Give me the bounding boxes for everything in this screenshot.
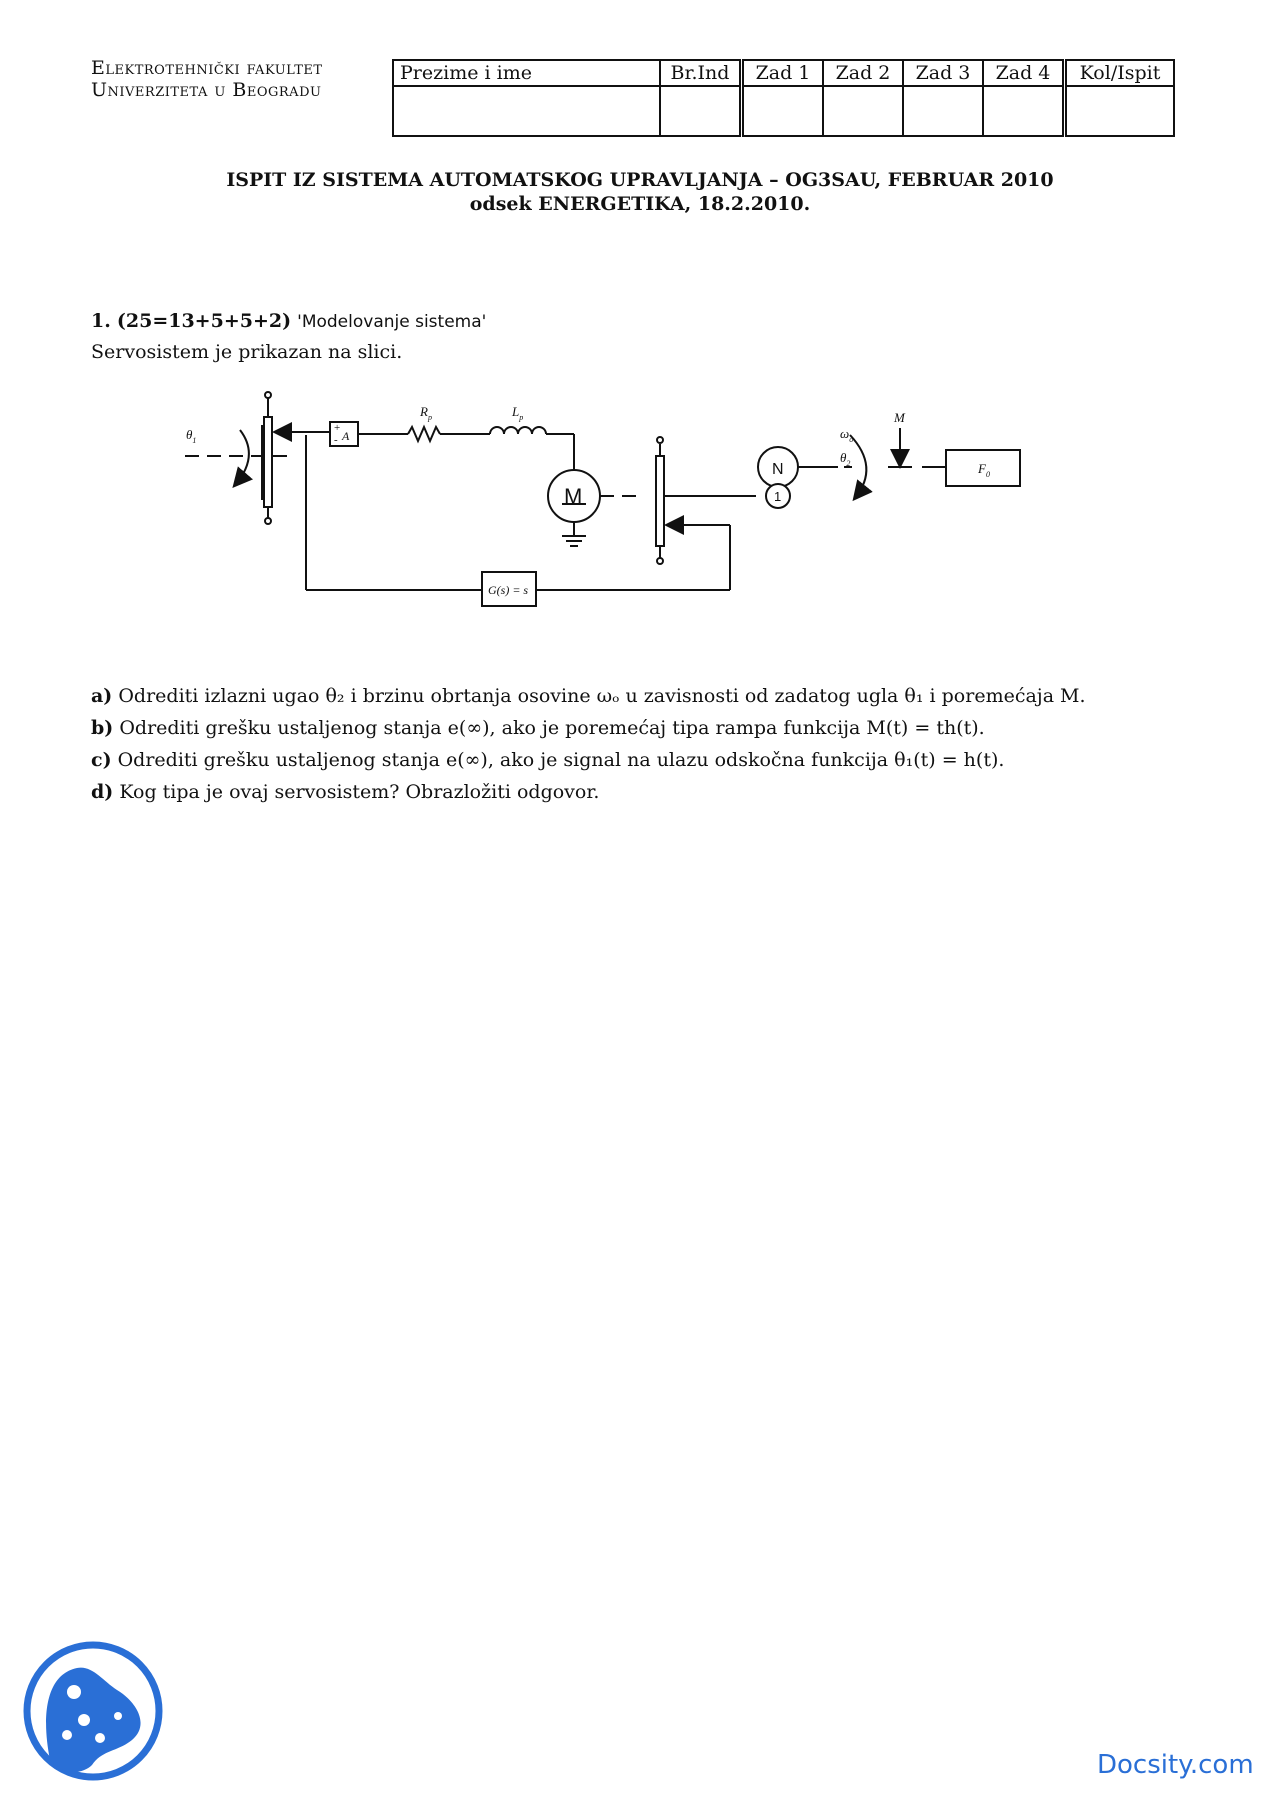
problem-heading bbox=[91, 309, 486, 334]
cell-name[interactable] bbox=[393, 86, 660, 136]
question-list bbox=[91, 680, 1086, 808]
input-potentiometer bbox=[185, 392, 288, 524]
label-disturbance: M bbox=[894, 410, 905, 425]
cell-zad3[interactable] bbox=[903, 86, 983, 136]
institution-name bbox=[91, 57, 323, 101]
question-d: d) Kog tipa je ovaj servosistem? Obrazložiti odgovor. bbox=[91, 781, 600, 803]
problem-points: (25=13+5+5+2) bbox=[116, 310, 292, 332]
col-zad1: Zad 1 bbox=[742, 60, 824, 86]
col-name: Prezime i ime bbox=[393, 60, 660, 86]
problem-number: 1. bbox=[91, 310, 111, 332]
cell-index[interactable] bbox=[660, 86, 742, 136]
exam-title bbox=[0, 168, 1280, 216]
cell-zad2[interactable] bbox=[823, 86, 903, 136]
col-zad4: Zad 4 bbox=[983, 60, 1065, 86]
institution-line-1: Elektrotehnički fakultet bbox=[91, 57, 323, 79]
motor-label: M bbox=[564, 484, 583, 509]
docsity-logo-icon bbox=[22, 1640, 164, 1782]
grade-table-entry-row bbox=[393, 86, 1174, 136]
col-zad2: Zad 2 bbox=[823, 60, 903, 86]
col-index: Br.Ind bbox=[660, 60, 742, 86]
label-theta1: $\theta_1$ bbox=[186, 427, 197, 445]
problem-intro: Servosistem je prikazan na slici. bbox=[91, 341, 403, 363]
output-potentiometer bbox=[656, 437, 755, 564]
grade-table bbox=[392, 59, 1175, 137]
label-load: $F_0$ bbox=[978, 461, 990, 479]
question-b: b) Odrediti grešku ustaljenog stanja e(∞), ako je poremećaj tipa rampa funkcija M(t) = th(t). bbox=[91, 717, 985, 739]
amp-plus: + bbox=[334, 422, 341, 434]
col-zad3: Zad 3 bbox=[903, 60, 983, 86]
cell-kol-ispit[interactable] bbox=[1065, 86, 1175, 136]
inductor-lp bbox=[490, 427, 546, 434]
docsity-watermark[interactable]: Docsity.com bbox=[1097, 1750, 1254, 1780]
institution-line-2: Univerziteta u Beogradu bbox=[91, 79, 322, 101]
gear-n-label: N bbox=[772, 461, 784, 478]
label-theta2: $\theta_2$ bbox=[840, 450, 851, 468]
col-kol-ispit: Kol/Ispit bbox=[1065, 60, 1175, 86]
gear-1-label: 1 bbox=[774, 489, 782, 504]
problem-name: 'Modelovanje sistema' bbox=[297, 312, 487, 332]
cell-zad1[interactable] bbox=[742, 86, 824, 136]
exam-title-line-2: odsek ENERGETIKA, 18.2.2010. bbox=[469, 193, 811, 215]
resistor-rp bbox=[408, 427, 440, 441]
grade-table-header bbox=[393, 60, 1174, 86]
question-a: a) Odrediti izlazni ugao θ₂ i brzinu obrtanja osovine ωₒ u zavisnosti od zadatog ugla θ₁ i poremećaja M. bbox=[91, 685, 1086, 707]
question-c: c) Odrediti grešku ustaljenog stanja e(∞), ako je signal na ulazu odskočna funkcija θ₁(t) = h(t). bbox=[91, 749, 1005, 771]
exam-title-line-1: ISPIT IZ SISTEMA AUTOMATSKOG UPRAVLJANJA – OG3SAU, FEBRUAR 2010 bbox=[226, 169, 1054, 191]
label-feedback: G(s) = s bbox=[488, 583, 529, 597]
label-lp: $L_p$ bbox=[512, 404, 524, 422]
label-omega: $\omega_o$ bbox=[840, 426, 854, 444]
servo-system-diagram bbox=[186, 390, 1080, 640]
amp-minus: - bbox=[334, 434, 338, 446]
cell-zad4[interactable] bbox=[983, 86, 1065, 136]
amp-label: A bbox=[342, 429, 350, 443]
label-rp: $R_p$ bbox=[420, 404, 432, 422]
